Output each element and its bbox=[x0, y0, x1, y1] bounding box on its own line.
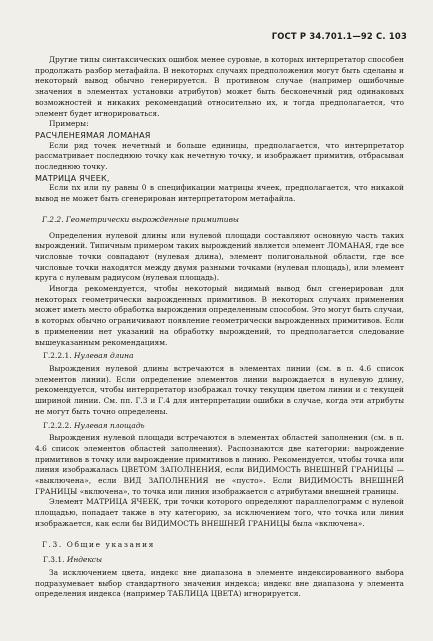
subsection-g222-text-2: Элемент МАТРИЦА ЯЧЕЕК, три точки которого определяют параллелограмм с нулевой площадью, попадает также в эту категорию, за исключением того, что точка или линия изображается, как если бы ВИДИМОСТЬ ВНЕШНЕЙ ГРАНИЦЫ была «включена». bbox=[35, 497, 404, 528]
subsection-g31-heading bbox=[35, 555, 404, 566]
page-header: ГОСТ Р 34.701.1—92 С. 103 bbox=[271, 31, 407, 41]
subsection-g221-text: Вырождения нулевой длины встречаются в элементах линии (см. в п. 4.6 список элементов линии). Если определение элементов линии вырождается в нулевую длину, рекомендуется, чтобы интерпретатор изображал точку текущим цветом линии и с текущей шириной линии. См. пп. Г.3 и Г.4 для интерпретации ошибки в случае, когда эти атрибуты не могут быть точно определены. bbox=[35, 363, 404, 416]
example-2-text: Если nx или ny равны 0 в спецификации матрицы ячеек, предполагается, что никакой вывод не может быть сгенерирован интерпретатором метафайла. bbox=[35, 183, 404, 204]
subsection-g222-heading bbox=[35, 421, 404, 432]
subsection-g222-number: Г.2.2.2. bbox=[43, 420, 72, 430]
example-2-title: МАТРИЦА ЯЧЕЕК, bbox=[35, 172, 110, 183]
example-1-title: РАСЧЛЕНЕЯМАЯ ЛОМАНАЯ bbox=[35, 129, 151, 140]
subsection-g222-text: Вырождения нулевой площади встречаются в элементах областей заполнения (см. в п. 4.6 список элементов областей заполнения). Распознаются две категории: вырождение примитивов в точку или вырождение примитивов в линию. Рекомендуется, чтобы точка или линия изображалась ЦВЕТОМ ЗАПОЛНЕНИЯ, если ВИДИМОСТЬ ВНЕШНЕЙ ГРАНИЦЫ — «выключена», если ВИД ЗАПОЛНЕНИЯ не «пусто». Если ВИДИМОСТЬ ВНЕШНЕЙ ГРАНИЦЫ «включена», то точка или линия изображается с атрибутами внешней границы. bbox=[35, 433, 404, 496]
section-g3-heading: Г.3. Общие указания bbox=[42, 539, 155, 549]
examples-label: Примеры: bbox=[49, 119, 89, 129]
intro-paragraph: Другие типы синтаксических ошибок менее суровые, в которых интерпретатор способен продолжать разбор метафайла. В некоторых случаях предположения могут быть сделаны и некоторый вывод обычно генерируется. В противном случае (например ошибочные значения в элементах установки атрибутов) может быть бесконечный ряд одинаковых возможностей и никаких рекомендаций относительно их, и тогда предполагается, что элемент будет игнорироваться. bbox=[35, 55, 404, 118]
subsection-g31-text: За исключением цвета, индекс вне диапазона в элементе индексированного выбора подразумевает выбор стандартного значения индекса; индекс вне диапазона у элемента определения индекса (например ТАБЛИЦА ЦВЕТА) игнорируется. bbox=[35, 567, 404, 599]
section-g22-paragraph-1: Определения нулевой длины или нулевой площади составляют основную часть таких вырождений. Типичным примером таких вырождений является элемент ЛОМАНАЯ, где все числовые точки совпадают (нулевая длина), элемент полигональной области, где все числовые точки находятся между двумя разными точками (нулевая площадь), или элемент круга с нулевым радиусом (нулевая площадь). bbox=[35, 230, 404, 283]
subsection-g222-title: Нулевая площадь bbox=[73, 420, 145, 430]
subsection-g221-number: Г.2.2.1. bbox=[43, 351, 72, 361]
subsection-g31-title: Индексы bbox=[66, 555, 103, 565]
example-1-text: Если ряд точек нечетный и больше единицы, предполагается, что интерпретатор рассматривает последнюю точку как нечетную точку, и изображает примитив, отбрасывая последнюю точку. bbox=[35, 140, 404, 172]
section-g22-paragraph-2: Иногда рекомендуется, чтобы некоторый видимый вывод был сгенерирован для некоторых геометрически вырожденных примитивов. В некоторых случаях применения может иметь место обработка вырождения определенным способом. Это могут быть случаи, в которых обычно ограничивают появление геометрически вырожденных примитивов. Если в применении нет указаний на обработку вырождений, то предполагается следование вышеуказанным рекомендациям. bbox=[35, 284, 404, 347]
subsection-g221-heading bbox=[35, 351, 404, 362]
subsection-g221-title: Нулевая длина bbox=[73, 351, 134, 361]
page-body bbox=[35, 55, 404, 600]
section-g22-heading: Г.2.2. Геометрически вырожденные примитивы bbox=[42, 214, 239, 224]
subsection-g31-number: Г.3.1. bbox=[43, 555, 65, 565]
